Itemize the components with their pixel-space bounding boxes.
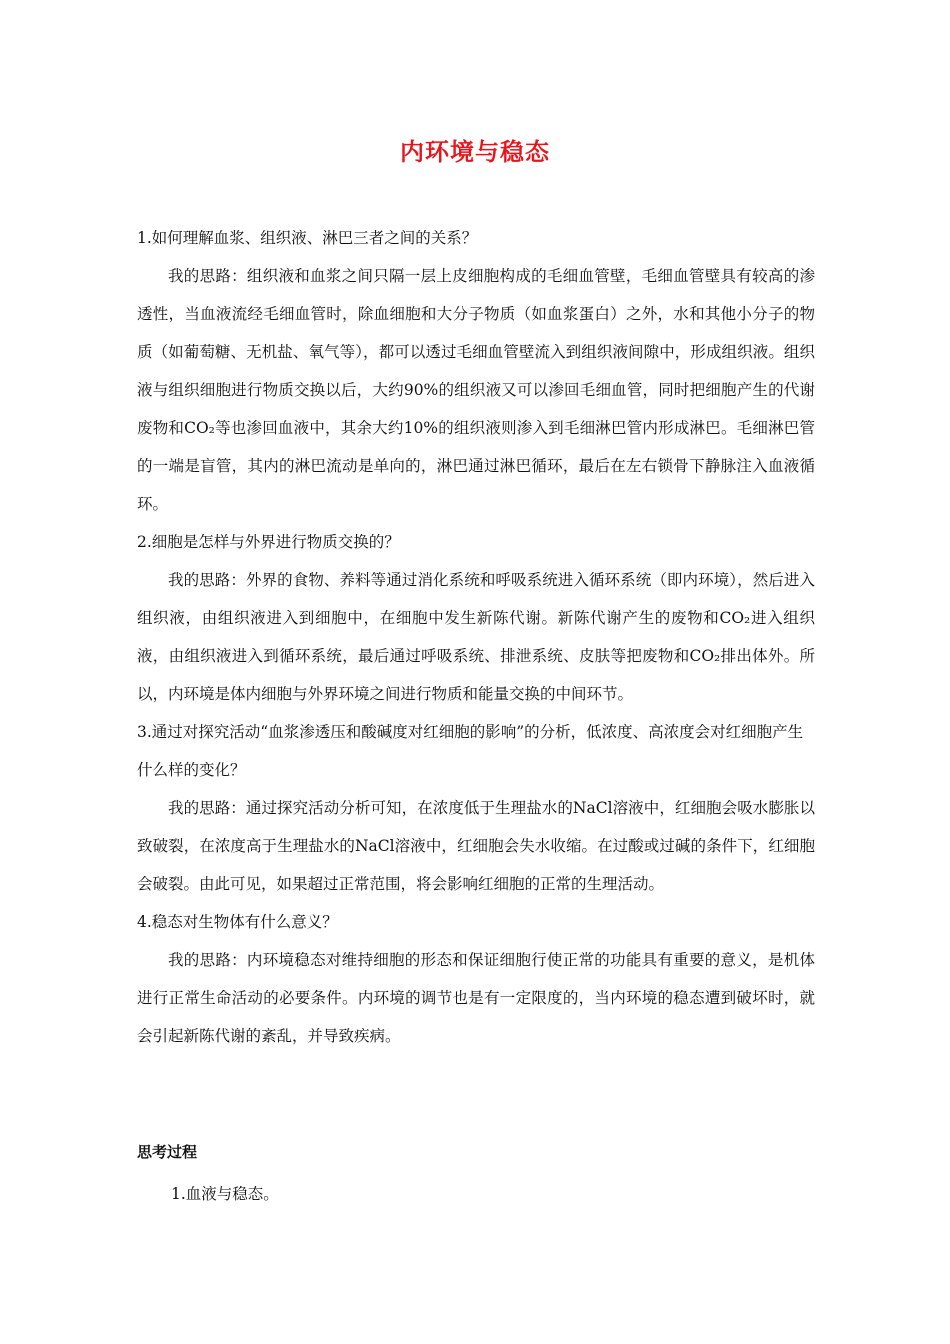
question-3: 3.通过对探究活动“血浆渗透压和酸碱度对红细胞的影响”的分析，低浓度、高浓度会对红细胞产生什么样的变化？ — [137, 723, 804, 779]
answer-3: 我的思路：通过探究活动分析可知，在浓度低于生理盐水的NaCl溶液中，红细胞会吸水膨胀以致破裂，在浓度高于生理盐水的NaCl溶液中，红细胞会失水收缩。在过酸或过碱的条件下，红细胞会破裂。由此可见，如果超过正常范围，将会影响红细胞的正常的生理活动。 — [137, 799, 815, 893]
document-title: 内环境与稳态 — [400, 138, 550, 166]
question-1: 1.如何理解血浆、组织液、淋巴三者之间的关系？ — [137, 229, 478, 247]
question-4: 4.稳态对生物体有什么意义？ — [137, 913, 338, 931]
thinking-heading: 思考过程 — [137, 1143, 198, 1161]
thinking-item-1: 1.血液与稳态。 — [171, 1185, 279, 1203]
answer-4: 我的思路：内环境稳态对维持细胞的形态和保证细胞行使正常的功能具有重要的意义，是机体进行正常生命活动的必要条件。内环境的调节也是有一定限度的，当内环境的稳态遭到破坏时，就会引起新陈代谢的紊乱，并导致疾病。 — [137, 951, 815, 1045]
answer-1: 我的思路：组织液和血浆之间只隔一层上皮细胞构成的毛细血管壁，毛细血管壁具有较高的渗透性，当血液流经毛细血管时，除血细胞和大分子物质（如血浆蛋白）之外，水和其他小分子的物质（如葡萄糖、无机盐、氧气等），都可以透过毛细血管壁流入到组织液间隙中，形成组织液。组织液与组织细胞进行物质交换以后，大约90%的组织液又可以渗回毛细血管，同时把细胞产生的代谢废物和CO₂等也渗回血液中，其余大约10%的组织液则渗入到毛细淋巴管内形成淋巴。毛细淋巴管的一端是盲管，其内的淋巴流动是单向的，淋巴通过淋巴循环，最后在左右锁骨下静脉注入血液循环。 — [137, 267, 815, 513]
section-spacer — [137, 1055, 815, 1133]
question-2: 2.细胞是怎样与外界进行物质交换的？ — [137, 533, 400, 551]
document-body — [137, 219, 815, 1217]
answer-2: 我的思路：外界的食物、养料等通过消化系统和呼吸系统进入循环系统（即内环境），然后进入组织液，由组织液进入到细胞中，在细胞中发生新陈代谢。新陈代谢产生的废物和CO₂进入组织液，由组织液进入到循环系统，最后通过呼吸系统、排泄系统、皮肤等把废物和CO₂排出体外。所以，内环境是体内细胞与外界环境之间进行物质和能量交换的中间环节。 — [137, 571, 815, 703]
